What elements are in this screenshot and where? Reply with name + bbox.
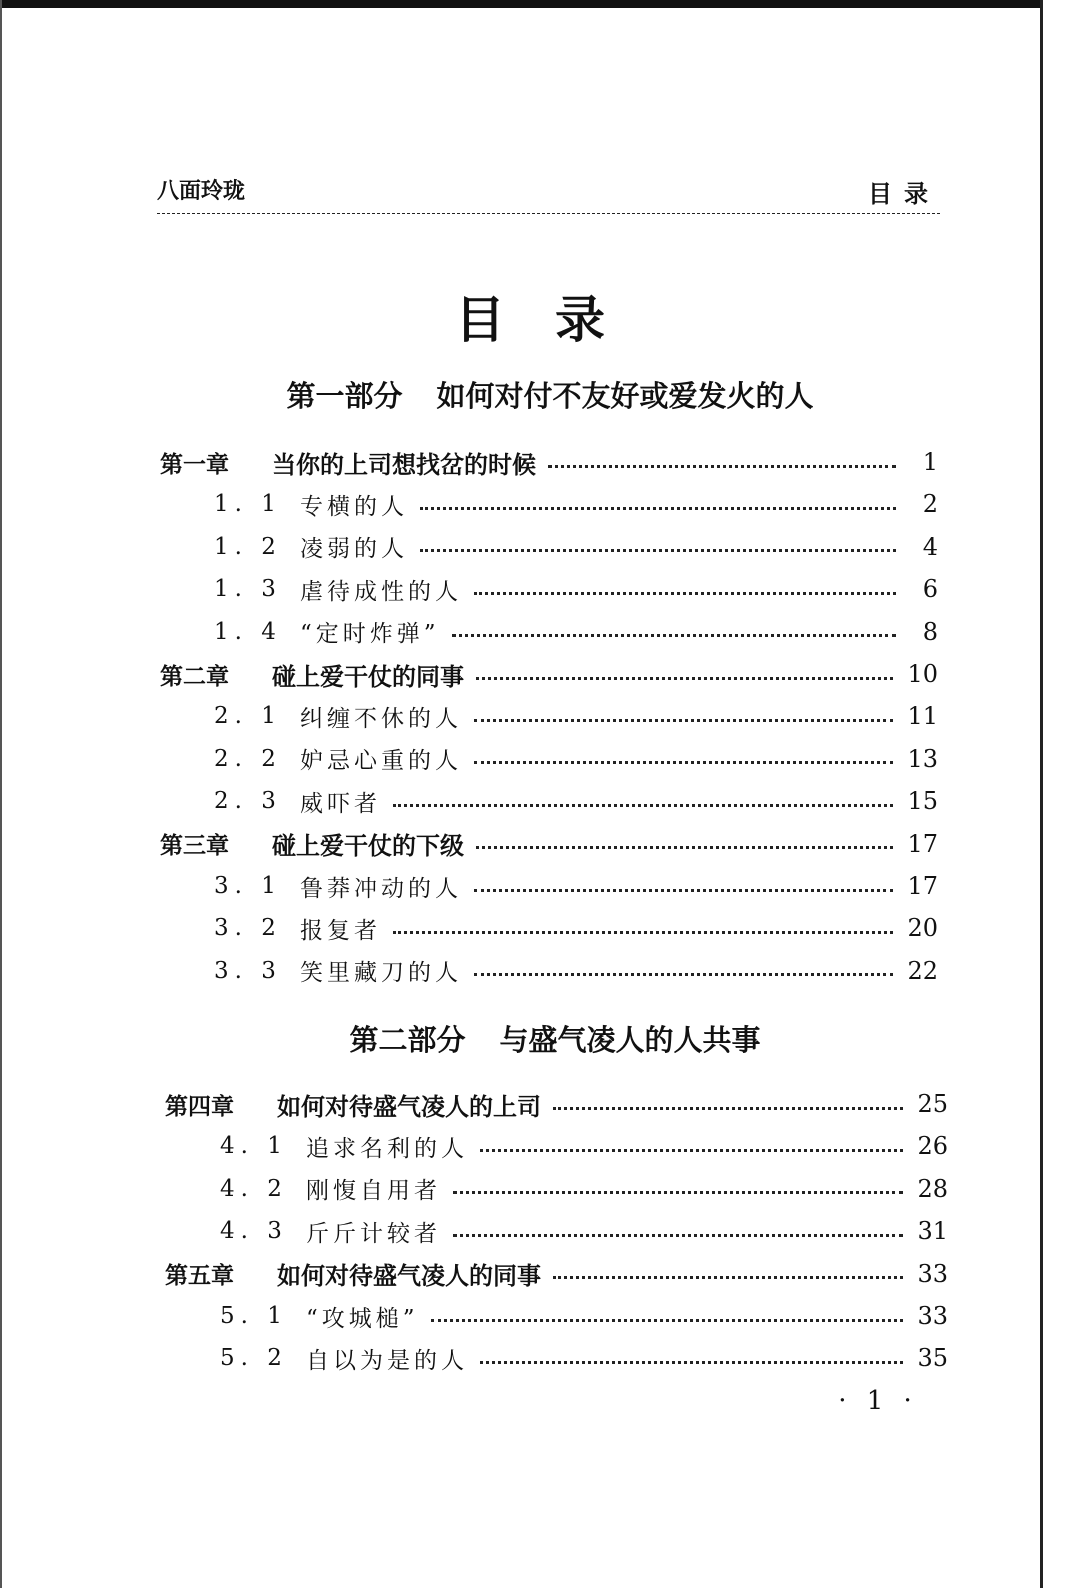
part-title-1 <box>0 374 1080 415</box>
running-head-book-title: 八面玲珑 <box>157 179 246 204</box>
toc-entry-page: 25 <box>917 1090 948 1118</box>
dot-leader <box>393 804 893 807</box>
dot-leader <box>548 465 896 468</box>
toc-entry-label: 报复者 <box>300 917 381 944</box>
toc-entry-number: 第五章 <box>165 1263 234 1290</box>
toc-chapter-entry <box>165 1084 948 1124</box>
toc-section-entry <box>220 1338 948 1378</box>
toc-section-entry <box>220 1169 948 1209</box>
toc-chapter-entry <box>160 824 938 864</box>
toc-entry-number: 第四章 <box>165 1093 234 1120</box>
toc-section-entry <box>214 739 938 779</box>
toc-entry-label: 自以为是的人 <box>306 1347 468 1374</box>
toc-entry-page: 17 <box>907 872 938 900</box>
dot-leader <box>474 973 893 976</box>
toc-entry-page: 20 <box>907 914 938 943</box>
toc-entry-number: 1. 4 <box>214 618 282 645</box>
toc-section-entry <box>220 1296 948 1336</box>
toc-entry-number: 5. 1 <box>220 1303 288 1329</box>
dot-leader <box>480 1149 903 1152</box>
dot-leader <box>553 1107 903 1110</box>
toc-entry-page: 1 <box>922 448 938 476</box>
toc-section-entry <box>214 484 938 524</box>
toc-entry-page: 8 <box>922 617 938 646</box>
toc-entry-number: 2. 3 <box>214 788 282 815</box>
toc-entry-label: 威吓者 <box>300 790 381 817</box>
toc-entry-page: 4 <box>922 532 938 561</box>
header-rule <box>157 213 940 214</box>
dot-leader <box>393 931 893 934</box>
toc-entry-label: 纠缠不休的人 <box>300 705 462 732</box>
toc-entry-label: 如何对待盛气凌人的上司 <box>277 1092 541 1121</box>
toc-entry-page: 17 <box>907 829 938 858</box>
toc-entry-label: 凌弱的人 <box>300 536 408 563</box>
toc-section-entry <box>214 866 938 906</box>
toc-entry-number: 3. 1 <box>214 873 282 899</box>
page-number: · 1 · <box>838 1386 918 1416</box>
toc-chapter-entry <box>160 442 938 482</box>
toc-entry-number: 3. 3 <box>214 957 282 984</box>
toc-entry-number: 5. 2 <box>220 1345 288 1372</box>
toc-entry-label: 妒忌心重的人 <box>300 748 462 775</box>
toc-entry-label: 碰上爱干仗的同事 <box>272 662 464 691</box>
running-head <box>157 170 940 210</box>
dot-leader <box>431 1319 904 1322</box>
toc-entry-number: 1. 2 <box>214 533 282 560</box>
toc-entry-page: 10 <box>907 660 938 688</box>
part-title-text: 与盛气凌人的人共事 <box>499 1023 761 1057</box>
toc-entry-number: 4. 1 <box>220 1133 288 1160</box>
dot-leader <box>474 761 893 764</box>
toc-entry-label: “攻城槌” <box>306 1305 419 1332</box>
dot-leader <box>476 846 893 849</box>
toc-entry-page: 28 <box>917 1174 948 1203</box>
toc-entry-page: 33 <box>917 1259 948 1288</box>
right-border <box>1040 0 1043 1588</box>
toc-entry-label: 碰上爱干仗的下级 <box>272 832 464 861</box>
toc-entry-page: 33 <box>917 1302 948 1330</box>
toc-entry-number: 3. 2 <box>214 915 282 942</box>
toc-entry-page: 35 <box>917 1344 948 1373</box>
toc-entry-page: 31 <box>917 1217 948 1246</box>
toc-entry-number: 第二章 <box>160 663 229 690</box>
dot-leader <box>420 507 896 510</box>
toc-chapter-entry <box>165 1254 948 1294</box>
dot-leader <box>474 592 896 595</box>
toc-entry-label: 当你的上司想找岔的时候 <box>272 450 536 479</box>
toc-entry-page: 22 <box>907 956 938 985</box>
toc-section-entry <box>214 612 938 652</box>
toc-entry-label: 追求名利的人 <box>306 1135 468 1162</box>
toc-entry-number: 2. 2 <box>214 745 282 772</box>
dot-leader <box>480 1361 903 1364</box>
toc-section-entry <box>214 569 938 609</box>
toc-entry-label: 刚愎自用者 <box>306 1178 441 1205</box>
toc-entry-label: 专横的人 <box>300 493 408 520</box>
toc-section-entry <box>220 1211 948 1251</box>
toc-entry-page: 15 <box>907 787 938 816</box>
toc-entry-number: 2. 1 <box>214 703 282 730</box>
toc-entry-page: 26 <box>917 1132 948 1161</box>
toc-entry-number: 1. 3 <box>214 576 282 603</box>
dot-leader <box>476 677 893 680</box>
toc-entry-label: 斤斤计较者 <box>306 1220 441 1247</box>
toc-section-entry <box>214 527 938 567</box>
toc-entry-number: 4. 3 <box>220 1218 288 1245</box>
toc-section-entry <box>214 696 938 736</box>
part-title-2 <box>0 1018 1080 1059</box>
toc-entry-number: 第一章 <box>160 451 229 478</box>
dot-leader <box>452 634 896 637</box>
part-number: 第一部分 <box>286 379 403 413</box>
toc-entry-number: 4. 2 <box>220 1175 288 1202</box>
dot-leader <box>453 1191 903 1194</box>
dot-leader <box>453 1234 903 1237</box>
toc-entry-label: 虐待成性的人 <box>300 578 462 605</box>
toc-entry-label: “定时炸弹” <box>300 621 440 648</box>
part-number: 第二部分 <box>349 1023 466 1057</box>
page-title: 目录 <box>455 291 655 349</box>
toc-entry-number: 第三章 <box>160 833 229 860</box>
toc-section-entry <box>220 1126 948 1166</box>
dot-leader <box>474 889 893 892</box>
part-title-text: 如何对付不友好或爱发火的人 <box>436 379 814 413</box>
toc-entry-page: 6 <box>922 575 938 604</box>
toc-entry-page: 13 <box>907 744 938 773</box>
running-head-section-title: 目录 <box>868 180 940 208</box>
top-border <box>0 0 1042 8</box>
toc-entry-number: 1. 1 <box>214 491 282 518</box>
toc-entry-label: 鲁莽冲动的人 <box>300 875 462 902</box>
dot-leader <box>474 719 893 722</box>
toc-chapter-entry <box>160 654 938 694</box>
dot-leader <box>553 1276 903 1279</box>
toc-entry-label: 笑里藏刀的人 <box>300 960 462 987</box>
left-edge <box>0 0 2 1588</box>
toc-section-entry <box>214 781 938 821</box>
toc-entry-label: 如何对待盛气凌人的同事 <box>277 1262 541 1291</box>
toc-entry-page: 11 <box>907 702 938 731</box>
toc-entry-page: 2 <box>922 490 938 519</box>
toc-section-entry <box>214 908 938 948</box>
dot-leader <box>420 549 896 552</box>
toc-section-entry <box>214 951 938 991</box>
